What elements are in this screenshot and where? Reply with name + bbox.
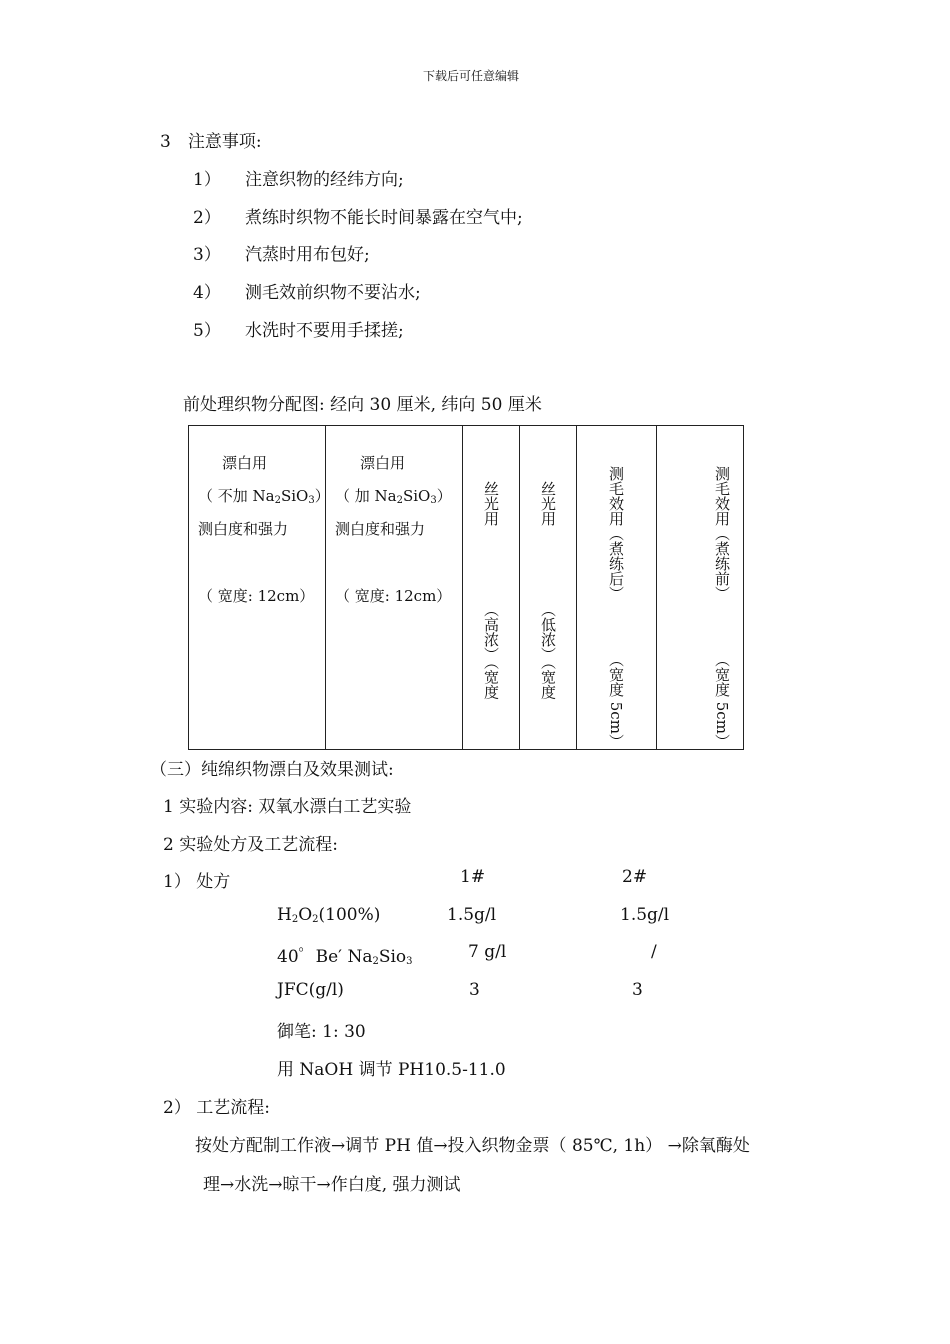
vertical-text: （高浓）（宽度 (482, 602, 500, 700)
cell-line: （ 宽度: 12cm） (335, 587, 452, 605)
item-number: 2） (193, 208, 221, 228)
chem-text: H (277, 905, 292, 925)
recipe-label: 1） 处方 (163, 872, 231, 892)
recipe-heading: 2 实验处方及工艺流程: (163, 835, 338, 855)
section-title: （三）纯绵织物漂白及效果测试: (150, 760, 394, 780)
recipe-col-2: 2# (622, 867, 648, 887)
process-line-2: 理→水洗→晾干→作白度, 强力测试 (203, 1175, 461, 1195)
item-number: 1） (193, 170, 221, 190)
cell-line: （ 宽度: 12cm） (198, 587, 315, 605)
allocation-caption: 前处理织物分配图: 经向 30 厘米, 纬向 50 厘米 (183, 395, 542, 415)
cell-line: 漂白用 (360, 454, 406, 472)
recipe-row-name (277, 942, 413, 967)
table-cell-mercerize-low (520, 426, 577, 750)
cell-text: （ 加 Na (335, 487, 397, 505)
allocation-table (188, 425, 744, 750)
recipe-value: 3 (632, 980, 643, 1000)
experiment-content: 1 实验内容: 双氧水漂白工艺实验 (163, 797, 412, 817)
subscript: 2 (274, 495, 281, 506)
subscript: 3 (430, 495, 437, 506)
vertical-text: （低浓）（宽度 (539, 602, 557, 700)
recipe-row-name (277, 980, 344, 1000)
bath-ratio: 御笔: 1: 30 (277, 1022, 366, 1042)
subscript: 2 (291, 914, 299, 925)
table-cell-mercerize-high (463, 426, 520, 750)
recipe-value: 1.5g/l (447, 905, 497, 925)
recipe-col-1: 1# (460, 867, 486, 887)
list-item-text: 水洗时不要用手揉搓; (245, 321, 404, 341)
vertical-text: 测毛效用（煮练后） (607, 466, 625, 601)
table-cell-bleach-with-silicate (326, 426, 463, 750)
subscript: 2 (396, 495, 403, 506)
list-item-text: 注意织物的经纬方向; (245, 170, 404, 190)
list-item (193, 165, 221, 190)
list-item-text: 汽蒸时用布包好; (245, 245, 370, 265)
subscript: 2 (312, 914, 319, 925)
chem-text: Sio (378, 947, 407, 967)
cell-line (198, 480, 330, 517)
page-header: 下载后可任意编辑 (423, 69, 520, 83)
recipe-row-name (277, 905, 380, 925)
list-item (193, 316, 221, 341)
list-item (193, 203, 221, 228)
item-number: 5） (193, 321, 221, 341)
subscript: 2 (372, 956, 379, 967)
vertical-text: （宽度 5cm） (607, 652, 625, 749)
cell-text: （ 不加 Na (198, 487, 275, 505)
cell-line (335, 480, 452, 517)
item-number: 3） (193, 245, 221, 265)
cell-text: ） (436, 487, 452, 505)
cell-line: 测白度和强力 (335, 520, 426, 538)
vertical-text: 丝光用 (539, 481, 557, 526)
table-cell-bleach-no-silicate (189, 426, 330, 750)
chem-text: JFC(g/l) (277, 980, 344, 1000)
cell-line: 测白度和强力 (198, 520, 289, 538)
subscript: 3 (308, 495, 315, 506)
recipe-value: / (651, 942, 657, 962)
table-cell-wicking-before (657, 426, 744, 750)
list-item-text: 煮练时织物不能长时间暴露在空气中; (245, 208, 523, 228)
ph-adjust: 用 NaOH 调节 PH10.5-11.0 (277, 1060, 506, 1080)
recipe-value: 7 g/l (468, 942, 507, 962)
process-label: 2） 工艺流程: (163, 1098, 270, 1118)
list-item (193, 278, 221, 303)
chem-text: O (298, 905, 313, 925)
chem-text: 40゜Be′ Na (277, 947, 373, 967)
recipe-value: 1.5g/l (620, 905, 670, 925)
cell-text: SiO (402, 487, 431, 505)
vertical-text: （宽度 5cm） (713, 652, 731, 749)
cell-text: ） (314, 487, 330, 505)
subscript: 3 (406, 956, 413, 967)
table-cell-wicking-after (577, 426, 657, 750)
process-line-1: 按处方配制工作液→调节 PH 值→投入织物金票（ 85℃, 1h） →除氧酶处 (195, 1136, 750, 1156)
list-item (193, 240, 221, 265)
cell-line: 漂白用 (222, 454, 268, 472)
vertical-text: 丝光用 (482, 481, 500, 526)
cell-text: SiO (280, 487, 309, 505)
vertical-text: 测毛效用（煮练前） (713, 466, 731, 601)
chem-text: (100%) (318, 905, 381, 925)
notes-title: 3 注意事项: (160, 132, 262, 152)
list-item-text: 测毛效前织物不要沾水; (245, 283, 421, 303)
recipe-value: 3 (469, 980, 480, 1000)
item-number: 4） (193, 283, 221, 303)
